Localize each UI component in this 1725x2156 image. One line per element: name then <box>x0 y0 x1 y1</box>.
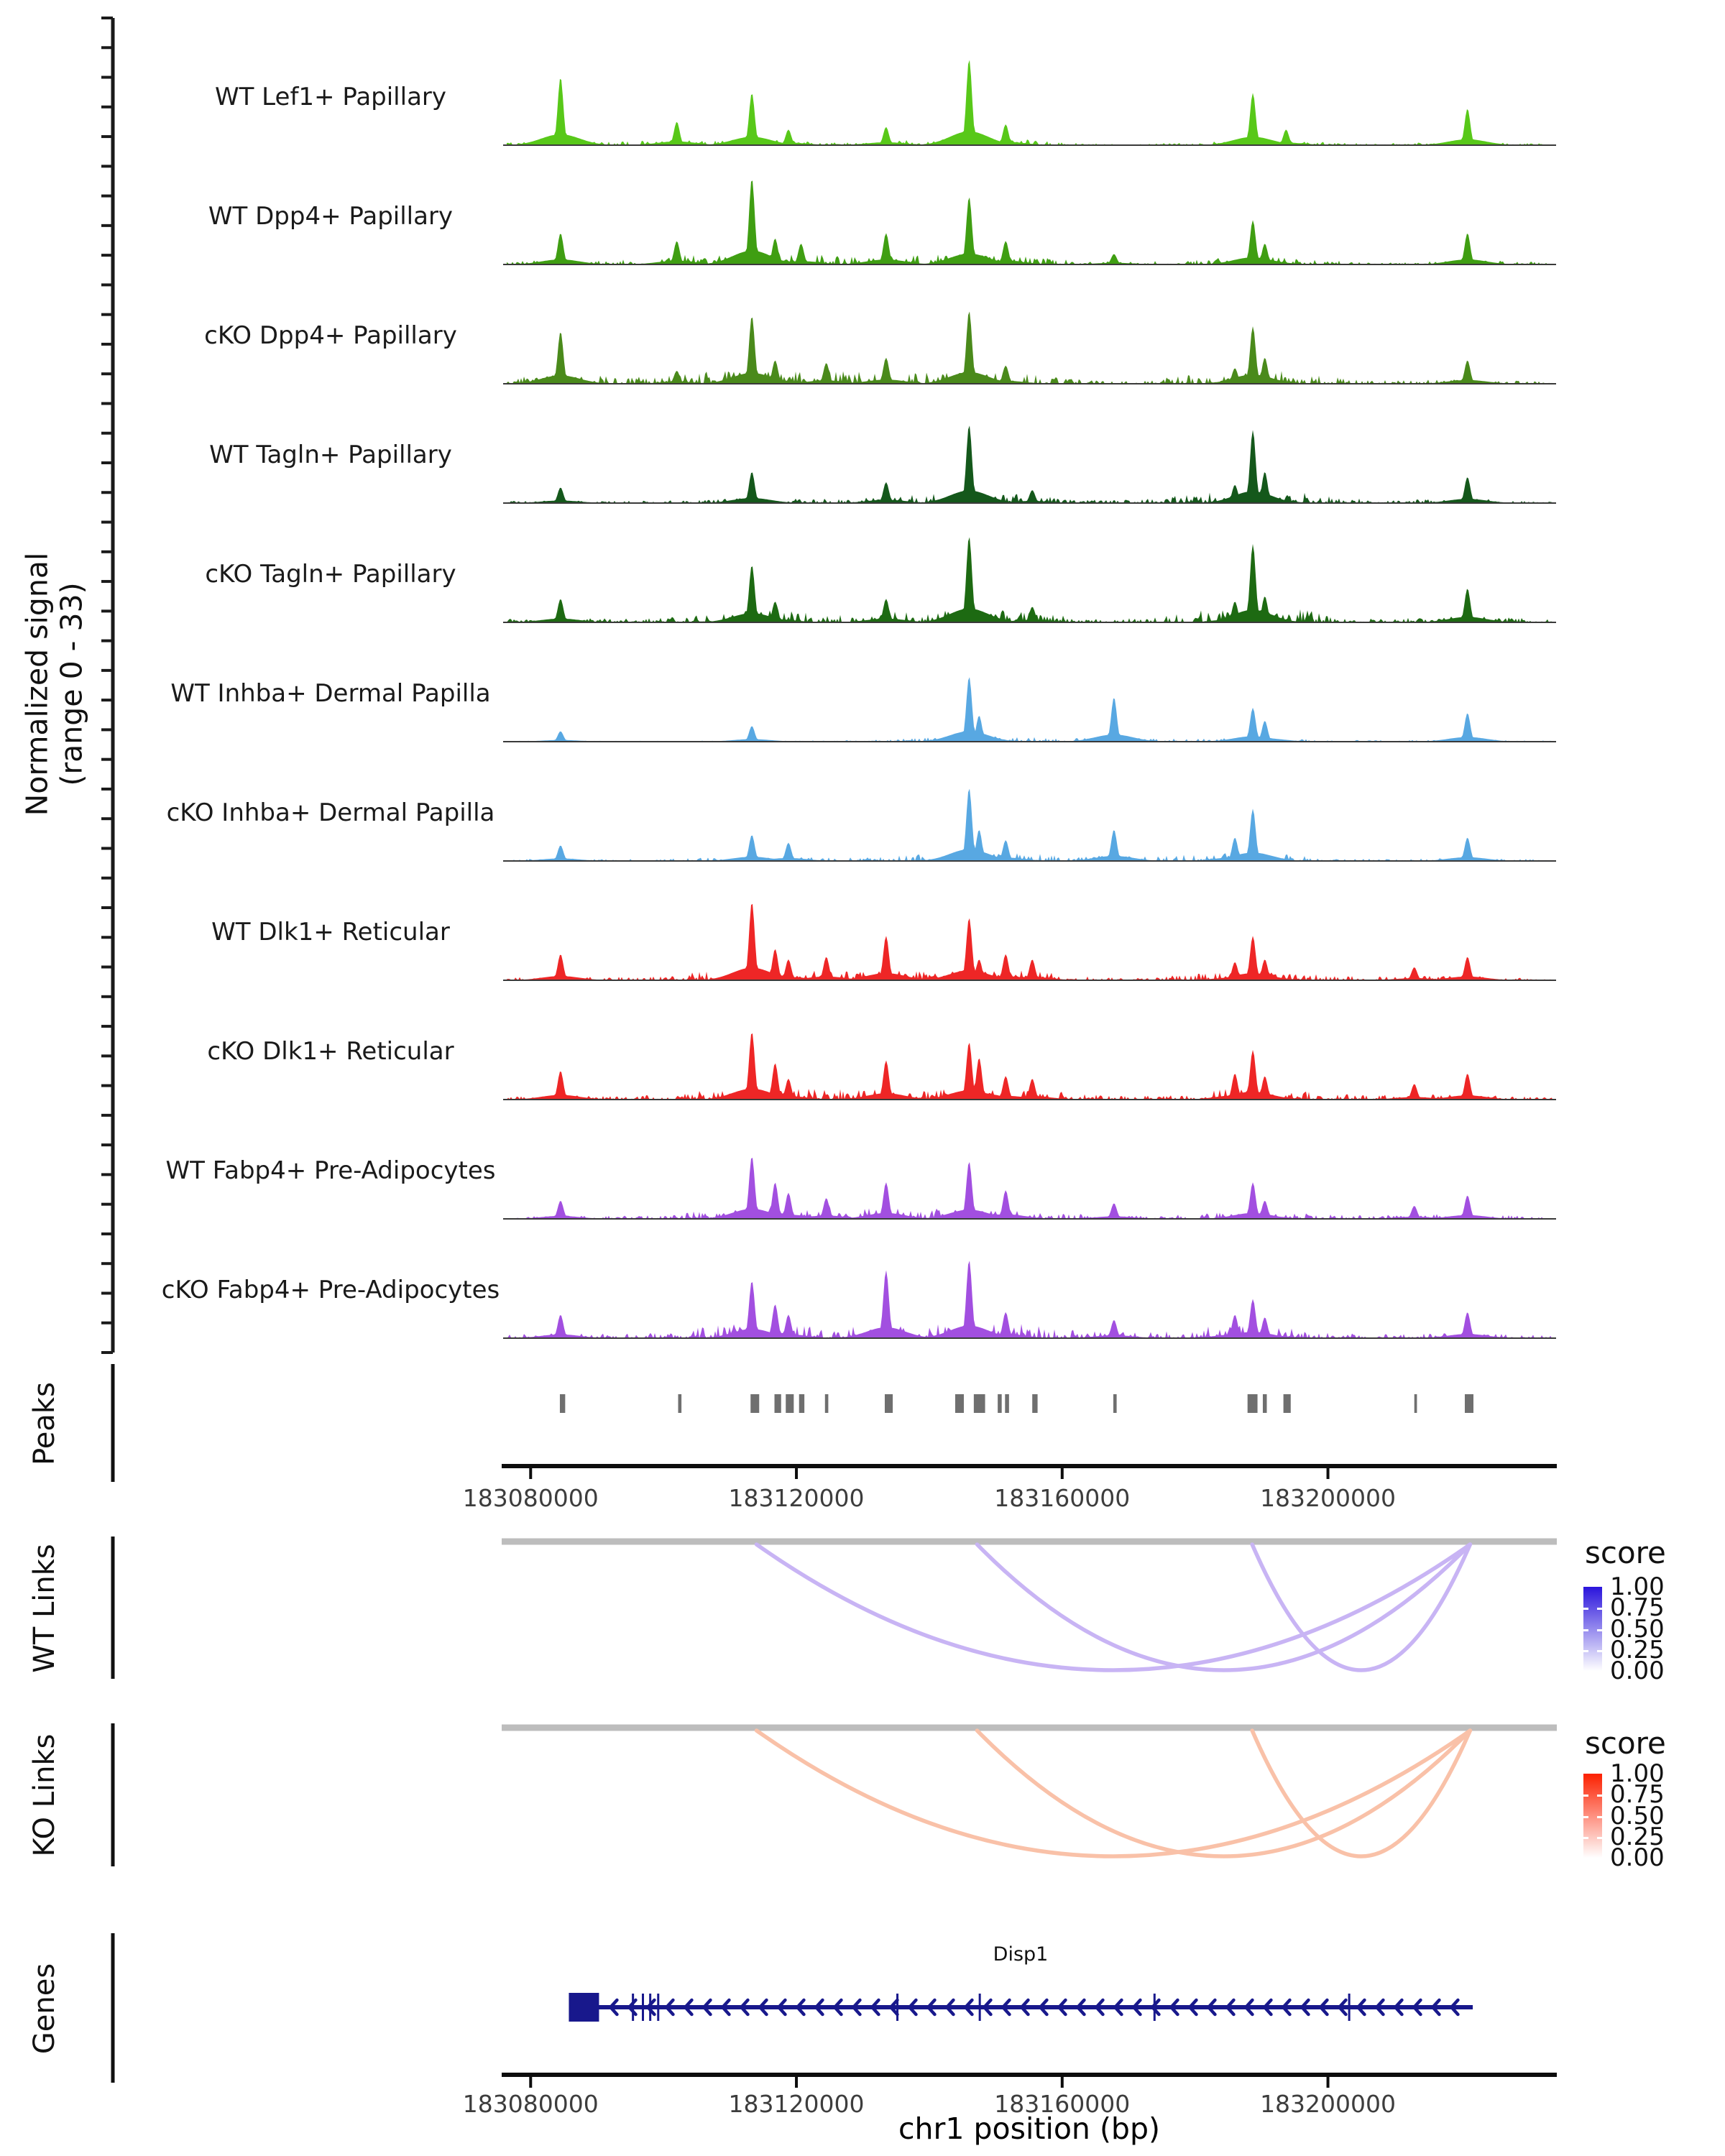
wt-links-section-label: WT Links <box>28 1544 61 1673</box>
track-label: WT Lef1+ Papillary <box>214 83 447 111</box>
gene-exon-tick <box>642 1994 644 2021</box>
legend-bar-notch <box>1583 1795 1588 1797</box>
link-arc <box>977 1544 1470 1670</box>
peak-interval <box>825 1394 829 1413</box>
signal-area <box>507 1158 1552 1219</box>
track-label: cKO Tagln+ Papillary <box>205 560 456 589</box>
peak-interval <box>955 1394 964 1413</box>
peak-interval <box>974 1394 985 1413</box>
peak-interval <box>799 1394 804 1413</box>
track-label: cKO Dpp4+ Papillary <box>204 321 457 350</box>
peak-interval <box>1263 1394 1267 1413</box>
peak-interval <box>1465 1394 1473 1413</box>
peak-interval <box>1284 1394 1291 1413</box>
peaks-section-label: Peaks <box>28 1382 61 1465</box>
link-arc <box>757 1544 1471 1670</box>
legend-bar-notch <box>1597 1816 1602 1818</box>
legend-tick-label: 0.25 <box>1610 1635 1665 1664</box>
signal-area <box>507 538 1552 623</box>
legend-bar-notch <box>1583 1650 1588 1652</box>
signal-area <box>507 677 1552 742</box>
ko-links-section-label: KO Links <box>28 1733 61 1857</box>
link-arc <box>977 1731 1470 1856</box>
peak-interval <box>750 1394 759 1413</box>
track-label: cKO Fabp4+ Pre-Adipocytes <box>161 1276 500 1304</box>
signal-area <box>507 425 1552 503</box>
gene-exon-tick <box>896 1994 898 2021</box>
gene-exon-tick <box>1348 1994 1351 2021</box>
signal-area <box>507 1261 1552 1338</box>
peak-interval <box>998 1394 1002 1413</box>
legend-tick-label: 0.00 <box>1610 1843 1665 1872</box>
genomic-axis-tick-label: 183160000 <box>994 2090 1131 2118</box>
y-axis-label-line2: (range 0 - 33) <box>55 582 89 786</box>
genes-section-label: Genes <box>28 1963 61 2055</box>
gene-exon-tick <box>979 1994 981 2021</box>
gene-exon-tick <box>657 1994 659 2021</box>
peak-interval <box>775 1394 781 1413</box>
legend-bar-notch <box>1597 1650 1602 1652</box>
peak-interval <box>560 1394 565 1413</box>
gene-exon-box <box>569 1993 599 2022</box>
peak-interval <box>678 1394 681 1413</box>
legend-bar-notch <box>1583 1816 1588 1818</box>
track-label: WT Tagln+ Papillary <box>209 441 452 469</box>
peak-interval <box>1248 1394 1258 1413</box>
x-axis-title: chr1 position (bp) <box>898 2111 1160 2146</box>
track-label: WT Dpp4+ Papillary <box>208 202 454 231</box>
legend-bar-notch <box>1597 1837 1602 1839</box>
legend-tick-label: 0.00 <box>1610 1657 1665 1685</box>
wt-legend-title: score <box>1585 1535 1666 1570</box>
signal-area <box>507 60 1552 146</box>
legend-bar-notch <box>1583 1608 1588 1610</box>
track-label: WT Dlk1+ Reticular <box>211 918 450 946</box>
link-arc <box>757 1731 1471 1856</box>
legend-bar-notch <box>1583 1629 1588 1631</box>
peak-interval <box>786 1394 794 1413</box>
signal-area <box>507 904 1552 980</box>
peak-interval <box>885 1394 893 1413</box>
genomic-axis-tick-label: 183200000 <box>1260 1484 1397 1512</box>
genomic-axis-tick-label: 183080000 <box>462 2090 599 2118</box>
y-axis-label <box>20 553 90 816</box>
legend-tick-label: 0.75 <box>1610 1593 1665 1623</box>
legend-bar-notch <box>1597 1795 1602 1797</box>
genomic-axis-tick-label: 183080000 <box>462 1484 599 1512</box>
genomic-axis-tick-label: 183200000 <box>1260 2090 1397 2118</box>
signal-area <box>507 312 1552 384</box>
signal-area <box>507 180 1552 264</box>
genomic-axis-tick-label: 183120000 <box>728 2090 865 2118</box>
genomic-axis-tick-label: 183160000 <box>994 1484 1131 1512</box>
legend-bar-notch <box>1597 1608 1602 1610</box>
track-label: cKO Inhba+ Dermal Papilla <box>166 798 495 827</box>
gene-name-label: Disp1 <box>993 1943 1049 1966</box>
legend-tick-label: 0.50 <box>1610 1801 1665 1830</box>
ko-legend-title: score <box>1585 1726 1666 1761</box>
peak-interval <box>1005 1394 1009 1413</box>
peak-interval <box>1414 1394 1417 1413</box>
peak-interval <box>1113 1394 1117 1413</box>
legend-bar-notch <box>1583 1837 1588 1839</box>
genomic-axis-tick-label: 183120000 <box>728 1484 865 1512</box>
track-label: cKO Dlk1+ Reticular <box>207 1037 454 1066</box>
legend-tick-label: 1.00 <box>1610 1572 1665 1601</box>
legend-tick-label: 1.00 <box>1610 1759 1665 1788</box>
legend-bar-notch <box>1597 1629 1602 1631</box>
track-label: WT Inhba+ Dermal Papilla <box>170 679 491 708</box>
legend-tick-label: 0.50 <box>1610 1614 1665 1644</box>
legend-tick-label: 0.75 <box>1610 1780 1665 1810</box>
gene-exon-tick <box>632 1994 634 2021</box>
y-axis-label-line1: Normalized signal <box>19 552 55 816</box>
track-label: WT Fabp4+ Pre-Adipocytes <box>165 1156 496 1185</box>
signal-area <box>507 1033 1552 1100</box>
legend-tick-label: 0.25 <box>1610 1822 1665 1851</box>
peak-interval <box>1032 1394 1037 1413</box>
signal-area <box>507 789 1552 862</box>
